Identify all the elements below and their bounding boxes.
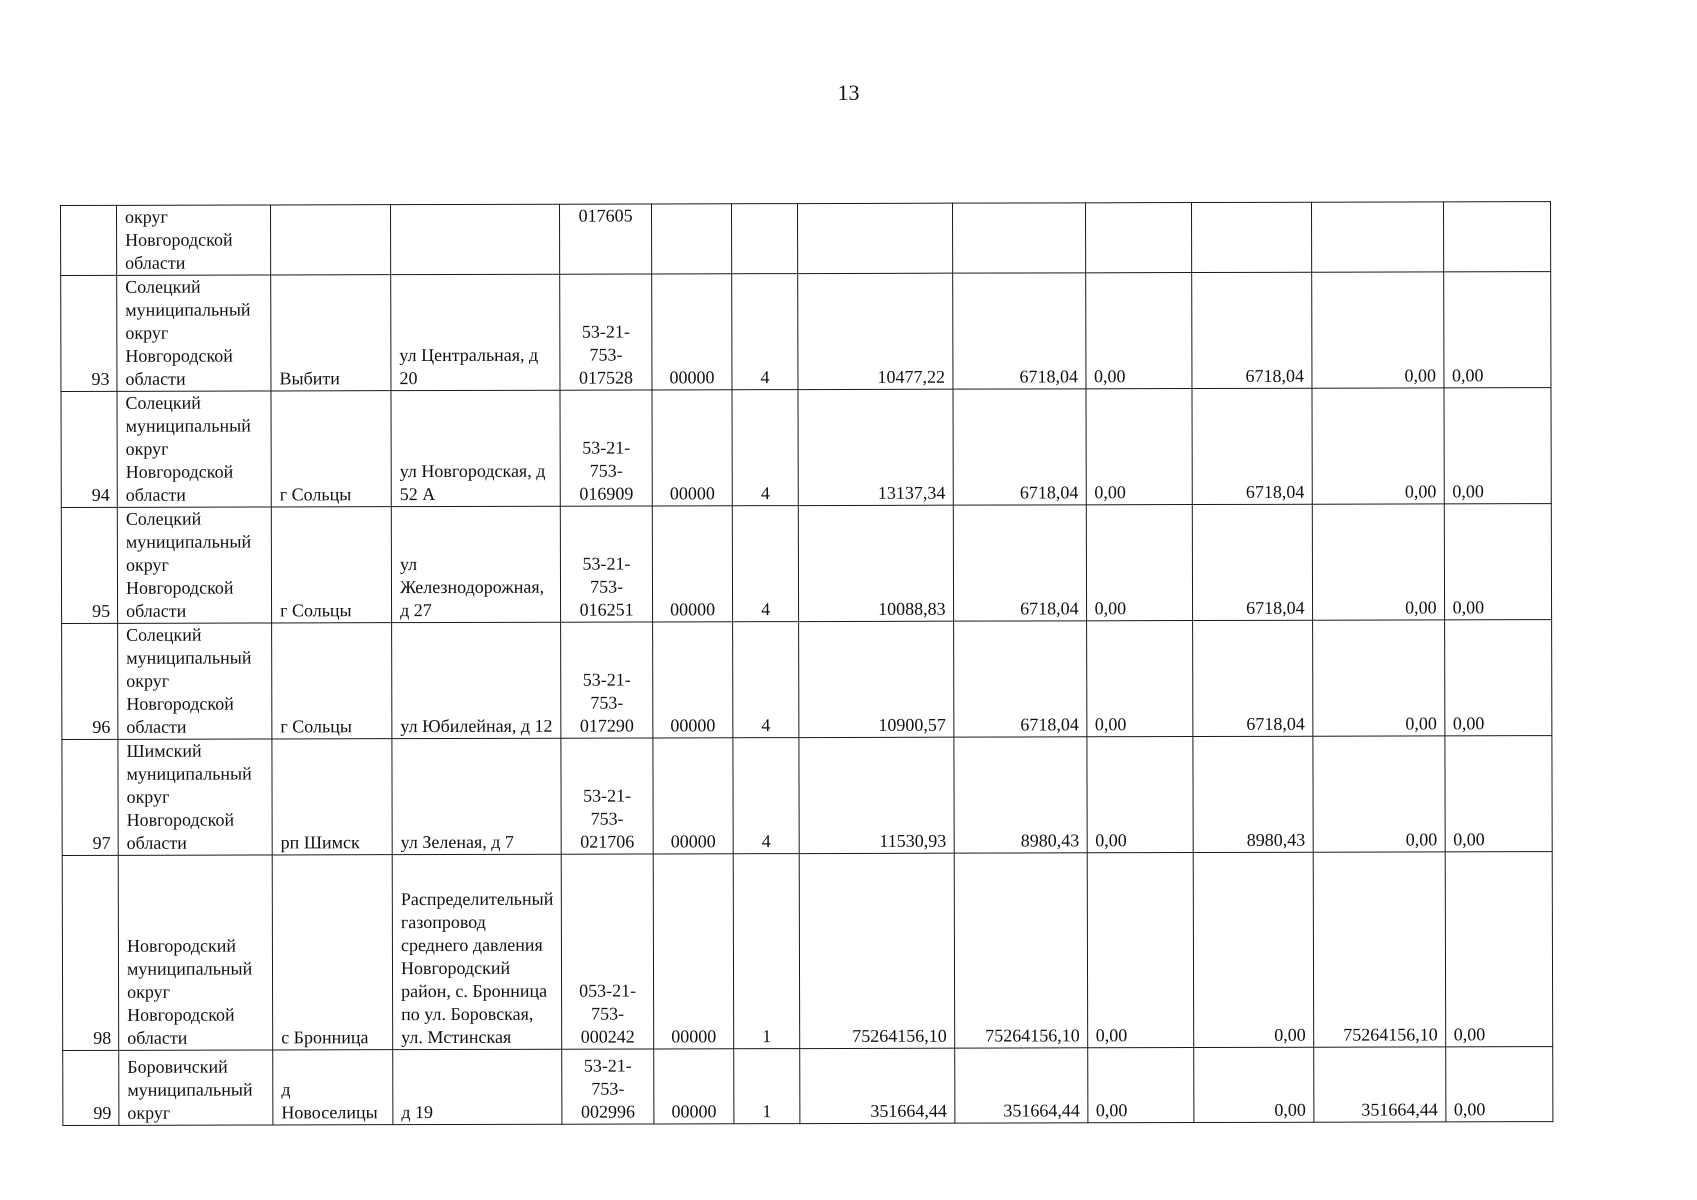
cell-municipality: Шимский муниципальный округ Новгородской области: [118, 739, 272, 855]
cell-locality: г Сольцы: [272, 623, 392, 739]
cell-address: д 19: [393, 1049, 562, 1124]
data-table: [60, 201, 1553, 1126]
cell-col13: 0,00: [1444, 736, 1551, 852]
cell-col12: 0,00: [1312, 388, 1444, 504]
cell-col11: 6718,04: [1192, 504, 1312, 620]
cell-code2: 00000: [652, 390, 732, 506]
cell-col9: 351664,44: [954, 1048, 1087, 1123]
cell-number: 96: [62, 623, 118, 739]
cell-col13: 0,00: [1445, 852, 1553, 1047]
cell-address: ул Зеленая, д 7: [392, 738, 561, 854]
cell-empty: [731, 204, 797, 274]
cell-code2: 00000: [653, 854, 734, 1049]
cell-count: 1: [733, 1049, 799, 1124]
cell-col10: 0,00: [1086, 737, 1192, 853]
cell-locality: д Новоселицы: [273, 1050, 393, 1125]
cell-col9: 6718,04: [952, 273, 1085, 389]
cell-locality: г Сольцы: [271, 507, 391, 623]
cell-col8: 10477,22: [797, 273, 952, 389]
table-row: [62, 852, 1552, 1051]
cell-col11: 0,00: [1193, 852, 1314, 1047]
cell-count: 1: [733, 854, 800, 1049]
cell-col9: 8980,43: [953, 737, 1086, 853]
cell-col10: 0,00: [1087, 1048, 1193, 1123]
cell-number: 97: [62, 739, 118, 855]
cell-empty: [1443, 202, 1550, 272]
table-row: [61, 504, 1551, 624]
cell-count: 4: [732, 506, 798, 622]
cell-address: Распределительный газопровод среднего давления Новгородский район, с. Бронница по ул. Боровская, ул. Мстинская: [392, 854, 561, 1049]
continuation-row: [61, 202, 1551, 276]
table-row: [61, 388, 1551, 508]
cell-locality: с Бронница: [272, 855, 393, 1050]
cell-col10: 0,00: [1085, 273, 1191, 389]
cell-col9: 6718,04: [953, 505, 1086, 621]
cell-col11: 0,00: [1193, 1047, 1313, 1122]
cell-object-code: 017605: [559, 204, 651, 274]
cell-number: 95: [61, 507, 117, 623]
cell-col11: 6718,04: [1191, 272, 1311, 388]
cell-col13: 0,00: [1444, 620, 1551, 736]
cell-col9: 75264156,10: [954, 853, 1088, 1048]
cell-locality: рп Шимск: [272, 739, 392, 855]
cell-col13: 0,00: [1443, 272, 1550, 388]
cell-number: 94: [61, 391, 117, 507]
cell-object-code: 53-21-753-017528: [559, 274, 651, 390]
cell-empty: [797, 203, 952, 273]
cell-col11: 8980,43: [1192, 736, 1312, 852]
cell-address: ул Новгородская, д 52 А: [391, 390, 560, 506]
cell-locality: [271, 205, 391, 275]
cell-col10: 0,00: [1087, 853, 1194, 1048]
cell-code2: 00000: [652, 506, 732, 622]
page-number: 13: [837, 80, 860, 105]
cell-col10: 0,00: [1086, 505, 1192, 621]
cell-count: 4: [732, 390, 798, 506]
cell-code2: 00000: [652, 738, 732, 854]
cell-col12: 0,00: [1312, 736, 1444, 852]
cell-number: 93: [61, 275, 117, 391]
cell-code2: 00000: [653, 1049, 733, 1124]
cell-locality: Выбити: [271, 275, 391, 391]
cell-count: 4: [731, 274, 797, 390]
table-row: [61, 272, 1551, 392]
cell-col9: 6718,04: [953, 389, 1086, 505]
cell-address: [391, 204, 560, 274]
cell-number: [61, 205, 117, 275]
cell-count: 4: [732, 738, 798, 854]
cell-col8: 75264156,10: [799, 853, 955, 1048]
cell-address: ул Железнодорожная, д 27: [391, 506, 560, 622]
cell-col10: 0,00: [1086, 621, 1192, 737]
cell-empty: [1191, 202, 1311, 272]
cell-empty: [651, 204, 731, 274]
cell-col11: 6718,04: [1192, 620, 1312, 736]
cell-municipality: Боровичский муниципальный округ: [119, 1050, 273, 1125]
cell-municipality: Солецкий муниципальный округ Новгородской области: [117, 275, 271, 391]
cell-empty: [1311, 202, 1443, 272]
cell-col12: 0,00: [1312, 504, 1444, 620]
cell-object-code: 53-21-753-017290: [560, 622, 652, 738]
cell-number: 99: [63, 1050, 119, 1125]
cell-col13: 0,00: [1444, 504, 1551, 620]
table-body: [61, 202, 1553, 1126]
table-row: [62, 620, 1552, 740]
table-row: [62, 736, 1552, 856]
cell-col8: 10900,57: [798, 621, 953, 737]
cell-object-code: 53-21-753-016251: [560, 506, 652, 622]
cell-col8: 11530,93: [798, 737, 953, 853]
cell-col11: 6718,04: [1192, 388, 1312, 504]
table-row: [63, 1047, 1553, 1126]
cell-object-code: 53-21-753-016909: [560, 390, 652, 506]
cell-col8: 351664,44: [799, 1048, 954, 1123]
cell-municipality: Солецкий муниципальный округ Новгородской области: [117, 507, 271, 623]
cell-code2: 00000: [652, 622, 732, 738]
cell-municipality: округ Новгородской области: [117, 205, 271, 275]
cell-col8: 10088,83: [798, 505, 953, 621]
cell-col10: 0,00: [1086, 389, 1192, 505]
cell-municipality: Новгородский муниципальный округ Новгородской области: [118, 855, 273, 1050]
cell-municipality: Солецкий муниципальный округ Новгородской области: [117, 391, 271, 507]
cell-col8: 13137,34: [798, 389, 953, 505]
cell-address: ул Центральная, д 20: [391, 274, 560, 390]
cell-object-code: 053-21-753-000242: [561, 854, 654, 1049]
cell-count: 4: [732, 622, 798, 738]
cell-number: 98: [62, 855, 119, 1050]
cell-object-code: 53-21-753-021706: [560, 738, 652, 854]
cell-col13: 0,00: [1444, 388, 1551, 504]
cell-empty: [1085, 203, 1191, 273]
cell-empty: [952, 203, 1085, 273]
cell-locality: г Сольцы: [271, 391, 391, 507]
cell-col12: 351664,44: [1313, 1047, 1445, 1122]
cell-code2: 00000: [651, 274, 731, 390]
cell-col13: 0,00: [1445, 1047, 1552, 1122]
cell-municipality: Солецкий муниципальный округ Новгородской области: [118, 623, 272, 739]
cell-col9: 6718,04: [953, 621, 1086, 737]
cell-address: ул Юбилейная, д 12: [392, 622, 561, 738]
cell-col12: 0,00: [1311, 272, 1443, 388]
cell-object-code: 53-21-753-002996: [561, 1049, 653, 1124]
cell-col12: 0,00: [1312, 620, 1444, 736]
cell-col12: 75264156,10: [1313, 852, 1446, 1047]
